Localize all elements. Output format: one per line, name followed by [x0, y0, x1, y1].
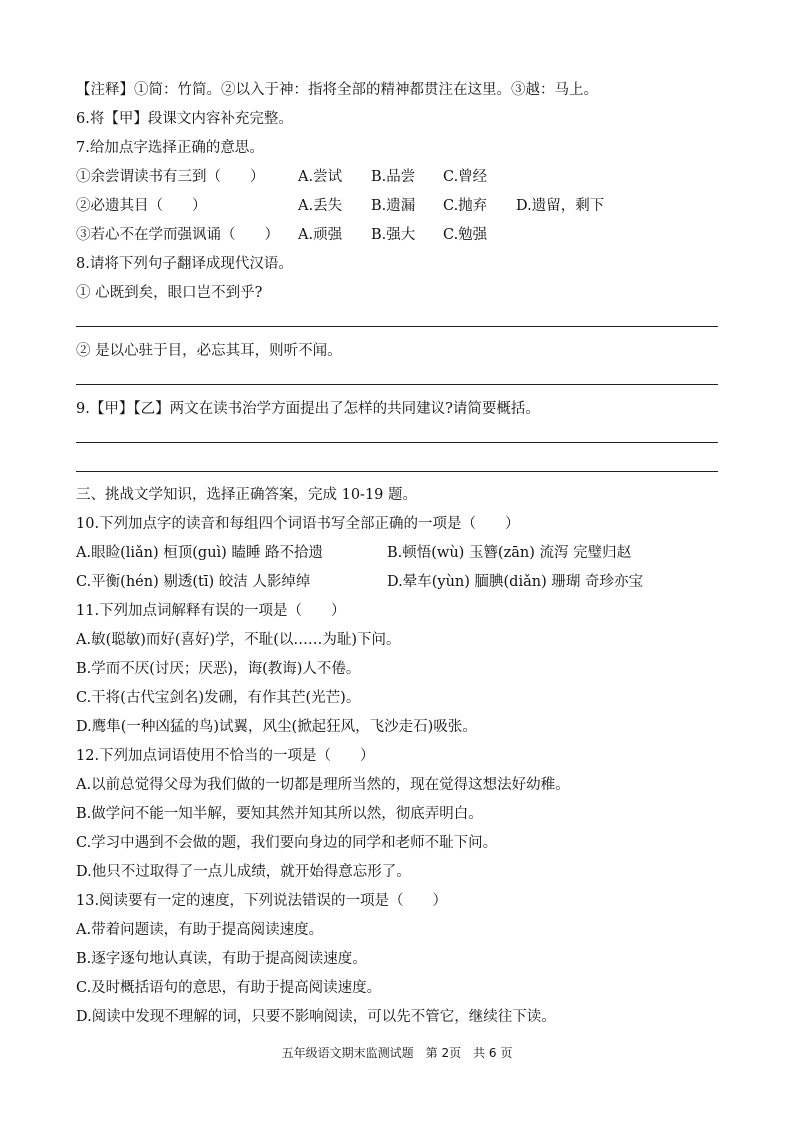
question-8-sentence-1: [76, 283, 262, 303]
question-10-stem: 10.下列加点字的读音和每组四个词语书写全部正确的一项是（ ）: [76, 516, 520, 532]
option-a: A.顽强: [298, 227, 343, 243]
question-7-item-2: [76, 196, 716, 216]
answer-line: [76, 326, 718, 327]
section-3-heading: 三、挑战文学知识，选择正确答案，完成 10-19 题。: [76, 487, 418, 503]
option-c: C.曾经: [443, 169, 488, 185]
question-12-option-c: C.学习中遇到不会做的题，我们要向身边的同学和老师不耻下问。: [76, 835, 498, 851]
sentence-1-text: 心既到矣，眼口岂不到乎?: [95, 285, 263, 301]
question-11-option-c: C.干将(古代宝剑名)发硎，有作其芒(光芒)。: [76, 690, 361, 706]
question-11-stem: 11.下列加点词解释有误的一项是（ ）: [76, 603, 346, 619]
option-b: B.遗漏: [371, 198, 416, 214]
question-6: 6.将【甲】段课文内容补充完整。: [76, 111, 293, 127]
item-text: ②必遗其目（ ）: [76, 198, 207, 214]
question-12-option-b: B.做学问不能一知半解，要知其然并知其所以然，彻底弄明白。: [76, 806, 483, 822]
question-10-option-d: D.晕车(yùn) 腼腆(diǎn) 珊瑚 奇珍亦宝: [387, 574, 643, 590]
question-7-stem: 7.给加点字选择正确的意思。: [76, 140, 264, 156]
annotation-note: 【注释】①简：竹简。②以入于神：指将全部的精神都贯注在这里。③越：马上。: [76, 82, 598, 98]
question-10-option-a: A.眼睑(liǎn) 桓顶(guì) 瞌睡 路不拾遗: [76, 545, 324, 561]
question-9: 9.【甲】【乙】两文在读书治学方面提出了怎样的共同建议?请简要概括。: [76, 401, 540, 417]
question-8-sentence-2: [76, 341, 342, 361]
option-c: C.勉强: [443, 227, 488, 243]
question-13-stem: 13.阅读要有一定的速度，下列说法错误的一项是（ ）: [76, 893, 448, 909]
question-8-stem: 8.请将下列句子翻译成现代汉语。: [76, 256, 293, 272]
question-11-option-a: A.敏(聪敏)而好(喜好)学，不耻(以……为耻)下问。: [76, 632, 401, 648]
question-7-item-1: [76, 167, 716, 187]
page-footer: 五年级语文期末监测试题 第 2页 共 6 页: [281, 1046, 513, 1060]
question-12-option-a: A.以前总觉得父母为我们做的一切都是理所当然的，现在觉得这想法好幼稚。: [76, 777, 570, 793]
answer-line: [76, 471, 718, 472]
question-12-stem: 12.下列加点词语使用不恰当的一项是（ ）: [76, 748, 375, 764]
sentence-1-number: ①: [76, 285, 91, 301]
question-12-option-d: D.他只不过取得了一点儿成绩，就开始得意忘形了。: [76, 864, 411, 880]
question-13-option-b: B.逐字逐句地认真读，有助于提高阅读速度。: [76, 951, 367, 967]
question-11-option-b: B.学而不厌(讨厌；厌恶)，诲(教诲)人不倦。: [76, 661, 361, 677]
option-a: A.尝试: [298, 169, 343, 185]
answer-line: [76, 442, 718, 443]
question-11-option-d: D.鹰隼(一种凶猛的鸟)试翼，风尘(掀起狂风，飞沙走石)吸张。: [76, 719, 477, 735]
question-13-option-c: C.及时概括语句的意思，有助于提高阅读速度。: [76, 980, 382, 996]
option-d: D.遗留，剩下: [516, 198, 605, 214]
option-b: B.强大: [371, 227, 416, 243]
question-13-option-a: A.带着问题读，有助于提高阅读速度。: [76, 922, 324, 938]
question-10-option-b: B.顿悟(wù) 玉簪(zān) 流泻 完璧归赵: [387, 545, 632, 561]
sentence-2-number: ②: [76, 343, 91, 359]
answer-line: [76, 384, 718, 385]
item-text: ③若心不在学而强讽诵（ ）: [76, 227, 279, 243]
sentence-2-text: 是以心驻于目，必忘其耳，则听不闻。: [95, 343, 342, 359]
question-7-item-3: [76, 225, 716, 245]
option-c: C.抛弃: [443, 198, 488, 214]
question-10-option-c: C.平衡(hén) 剔透(tī) 皎洁 人影绰绰: [76, 574, 311, 590]
option-a: A.丢失: [298, 198, 343, 214]
item-text: ①余尝谓读书有三到（ ）: [76, 169, 265, 185]
option-b: B.品尝: [371, 169, 416, 185]
question-13-option-d: D.阅读中发现不理解的词，只要不影响阅读，可以先不管它，继续往下读。: [76, 1009, 556, 1025]
